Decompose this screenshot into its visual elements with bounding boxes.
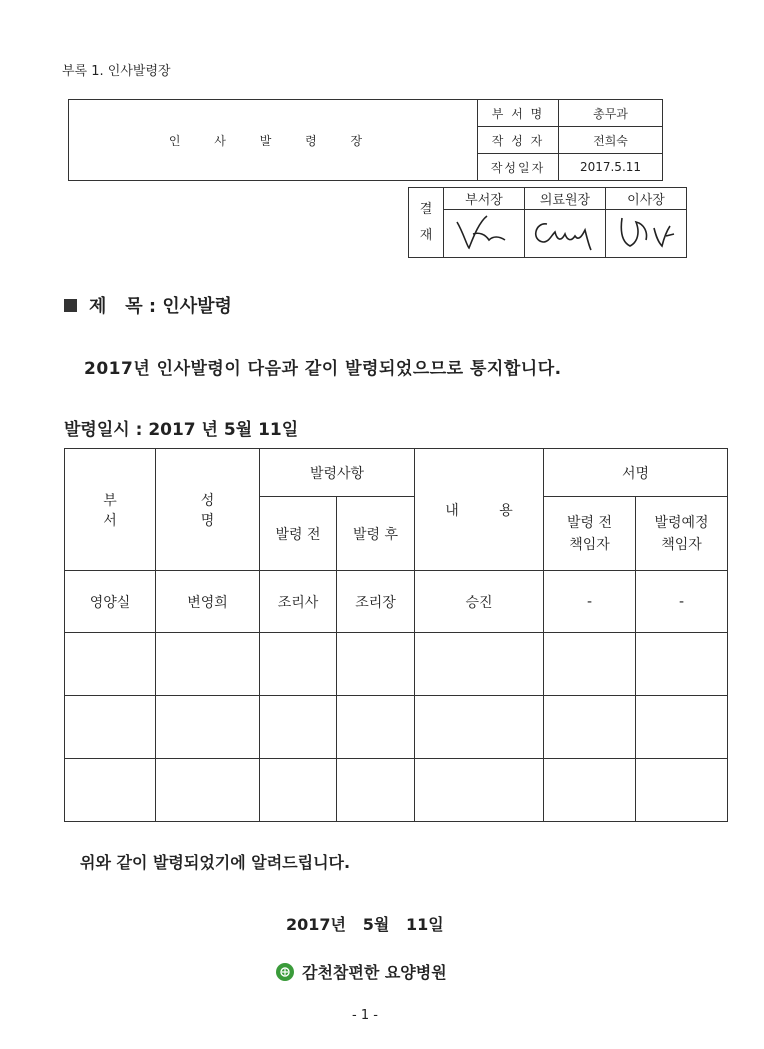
approval-head-text: 결 재 [419,201,433,243]
empty-cell [65,633,156,696]
empty-cell [65,696,156,759]
approval-role-head: 부서장 [444,188,525,210]
col-header-sign-before: 발령 전 책임자 [544,497,636,571]
empty-cell [156,759,260,822]
hospital-logo-icon [276,963,294,981]
col-header-sign: 서명 [544,449,728,497]
cell-sign-planned: - [636,571,728,633]
signature-chairman [606,210,687,258]
signature-mark-1 [449,212,519,252]
header-label-date: 작성일자 [478,154,559,181]
empty-cell [337,696,415,759]
table-row [65,759,728,822]
col-header-department: 부 서 [65,449,156,571]
hospital-signature [276,960,447,983]
empty-cell [544,759,636,822]
table-row [65,696,728,759]
empty-cell [260,696,337,759]
square-bullet-icon [64,299,77,312]
approval-box [408,187,687,258]
hospital-name: 감천참편한 요양병원 [302,963,447,982]
empty-cell [415,696,544,759]
col-header-name: 성 명 [156,449,260,571]
page-number: - 1 - [352,1008,378,1023]
approval-role-director: 의료원장 [525,188,606,210]
subject-value: 인사발령 [162,296,232,317]
appendix-label: 부록 1. 인사발령장 [62,64,171,79]
empty-cell [636,759,728,822]
col-header-content: 내 용 [415,449,544,571]
document-header [68,99,663,181]
col-header-issue: 발령사항 [260,449,415,497]
lead-sentence: 2017년 인사발령이 다음과 같이 발령되었으므로 통지합니다. [84,359,562,379]
cell-after: 조리장 [337,571,415,633]
table-row [65,633,728,696]
empty-cell [260,633,337,696]
approval-head [409,188,444,258]
col-header-sign-planned: 발령예정 책임자 [636,497,728,571]
empty-cell [156,696,260,759]
col-header-after: 발령 후 [337,497,415,571]
empty-cell [544,633,636,696]
issue-date: 2017년 5월 11일 [286,915,444,934]
empty-cell [65,759,156,822]
empty-cell [415,633,544,696]
approval-role-chairman: 이사장 [606,188,687,210]
signature-mark-3 [608,212,684,252]
document-title: 인 사 발 령 장 [69,100,478,181]
empty-cell [636,696,728,759]
cell-before: 조리사 [260,571,337,633]
header-label-author: 작 성 자 [478,127,559,154]
signature-hospital-director [525,210,606,258]
subject-label: 제 목 : [89,296,157,317]
signature-mark-2 [527,212,603,252]
empty-cell [260,759,337,822]
col-header-before: 발령 전 [260,497,337,571]
cell-content: 승진 [415,571,544,633]
empty-cell [337,759,415,822]
empty-cell [415,759,544,822]
cell-name: 변영희 [156,571,260,633]
empty-cell [636,633,728,696]
issue-datetime: 발령일시 : 2017 년 5월 11일 [64,420,299,440]
empty-cell [544,696,636,759]
subject-line [64,292,232,318]
signature-department-head [444,210,525,258]
header-value-author: 전희숙 [559,127,663,154]
header-value-department: 총무과 [559,100,663,127]
closing-sentence: 위와 같이 발령되었기에 알려드립니다. [80,853,351,872]
empty-cell [337,633,415,696]
personnel-table [64,448,728,822]
header-value-date: 2017.5.11 [559,154,663,181]
header-label-department: 부 서 명 [478,100,559,127]
table-row [65,571,728,633]
empty-cell [156,633,260,696]
cell-sign-before: - [544,571,636,633]
cell-department: 영양실 [65,571,156,633]
